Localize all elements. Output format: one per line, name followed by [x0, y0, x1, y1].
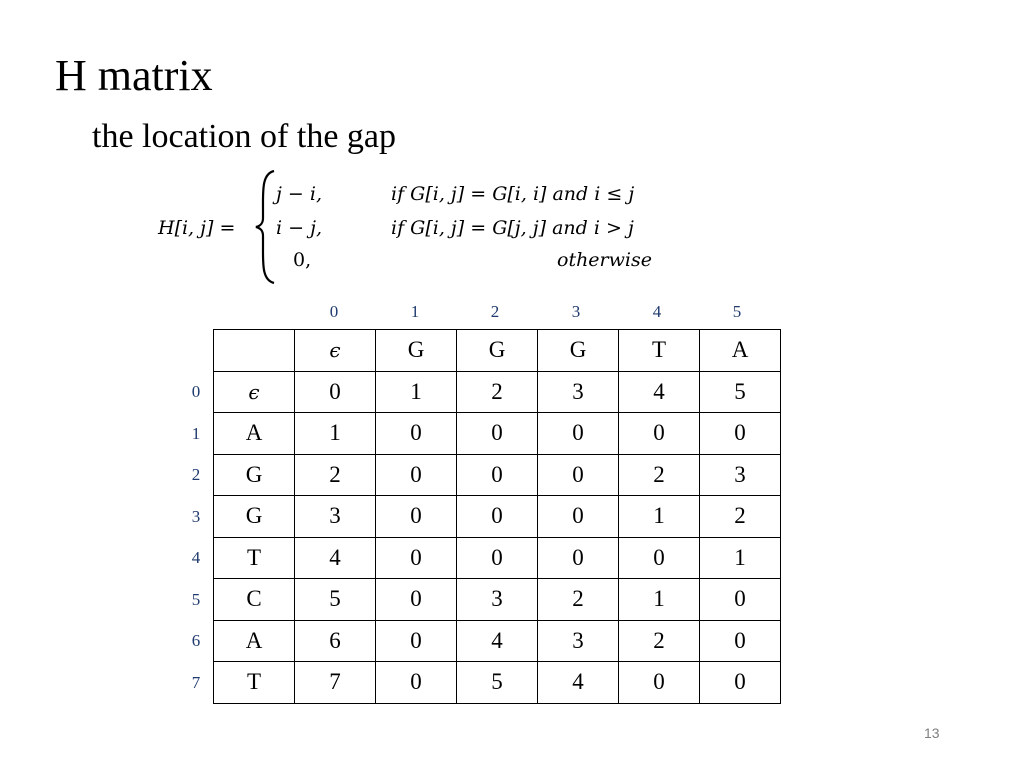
table-cell: 0: [619, 413, 700, 455]
case-1-expression: j − i,: [276, 183, 323, 205]
row-label-cell: G: [214, 496, 295, 538]
table-cell: 0: [700, 579, 781, 621]
table-cell: 0: [376, 496, 457, 538]
row-label-cell: T: [214, 662, 295, 704]
table-cell: 4: [457, 620, 538, 662]
table-cell: 0: [376, 454, 457, 496]
table-cell: 0: [619, 662, 700, 704]
header-cell: ϵ: [295, 330, 376, 372]
table-row: [214, 620, 781, 662]
corner-cell: [214, 330, 295, 372]
table-cell: 4: [295, 537, 376, 579]
table-row: [214, 371, 781, 413]
case-3-condition: otherwise: [557, 249, 652, 271]
column-index: 3: [571, 302, 581, 321]
row-label-cell: A: [214, 413, 295, 455]
table-cell: 0: [457, 454, 538, 496]
table-cell: 0: [538, 537, 619, 579]
table-cell: 0: [700, 413, 781, 455]
slide-title: H matrix: [55, 51, 213, 100]
table-cell: 2: [700, 496, 781, 538]
table-cell: 3: [538, 620, 619, 662]
row-label-cell: G: [214, 454, 295, 496]
case-1-condition: if G[i, j] = G[i, i] and i ≤ j: [391, 183, 635, 205]
row-index: 4: [191, 548, 201, 567]
header-cell: G: [457, 330, 538, 372]
h-matrix-table: [213, 329, 781, 704]
left-brace: [254, 168, 278, 286]
table-cell: 3: [295, 496, 376, 538]
table-cell: 0: [700, 620, 781, 662]
table-cell: 6: [295, 620, 376, 662]
row-index: 2: [191, 465, 201, 484]
table-cell: 2: [619, 454, 700, 496]
table-row: [214, 454, 781, 496]
table-cell: 0: [376, 620, 457, 662]
case-2-condition: if G[i, j] = G[j, j] and i > j: [391, 217, 634, 239]
table-header-row: [214, 330, 781, 372]
case-3-expression: 0,: [293, 249, 312, 271]
table-cell: 0: [538, 413, 619, 455]
page-number: 13: [924, 725, 940, 741]
table-row: [214, 662, 781, 704]
header-cell: A: [700, 330, 781, 372]
row-label-cell: A: [214, 620, 295, 662]
row-index: 3: [191, 507, 201, 526]
h-matrix-formula: [0, 0, 1024, 300]
formula-lhs: H[i, j] =: [158, 217, 236, 239]
table-cell: 4: [619, 371, 700, 413]
table-row: [214, 413, 781, 455]
table-cell: 3: [700, 454, 781, 496]
column-index: 1: [410, 302, 420, 321]
table-cell: 5: [700, 371, 781, 413]
table-cell: 1: [376, 371, 457, 413]
table-cell: 2: [295, 454, 376, 496]
row-label-cell: ϵ: [214, 371, 295, 413]
table-cell: 2: [619, 620, 700, 662]
column-index: 0: [329, 302, 339, 321]
table-cell: 2: [538, 579, 619, 621]
table-cell: 0: [538, 496, 619, 538]
table-row: [214, 496, 781, 538]
table-cell: 4: [538, 662, 619, 704]
row-index: 7: [191, 673, 201, 692]
table-cell: 0: [700, 662, 781, 704]
table-cell: 0: [619, 537, 700, 579]
row-index: 6: [191, 631, 201, 650]
table-cell: 0: [376, 579, 457, 621]
table-cell: 1: [619, 496, 700, 538]
row-label-cell: T: [214, 537, 295, 579]
table-cell: 1: [619, 579, 700, 621]
table-cell: 1: [700, 537, 781, 579]
table-row: [214, 579, 781, 621]
table-cell: 0: [376, 413, 457, 455]
header-cell: G: [376, 330, 457, 372]
table-cell: 2: [457, 371, 538, 413]
case-2-expression: i − j,: [276, 217, 323, 239]
table-cell: 5: [457, 662, 538, 704]
table-cell: 0: [538, 454, 619, 496]
column-index: 5: [732, 302, 742, 321]
row-index: 5: [191, 590, 201, 609]
table-cell: 1: [295, 413, 376, 455]
table-cell: 0: [457, 496, 538, 538]
table-cell: 0: [457, 413, 538, 455]
row-label-cell: C: [214, 579, 295, 621]
table-cell: 5: [295, 579, 376, 621]
table-row: [214, 537, 781, 579]
table-cell: 0: [457, 537, 538, 579]
table-cell: 0: [376, 662, 457, 704]
header-cell: T: [619, 330, 700, 372]
header-cell: G: [538, 330, 619, 372]
table-cell: 0: [295, 371, 376, 413]
table-cell: 3: [538, 371, 619, 413]
table-cell: 7: [295, 662, 376, 704]
table-cell: 0: [376, 537, 457, 579]
column-index: 4: [652, 302, 662, 321]
row-index: 1: [191, 424, 201, 443]
row-index: 0: [191, 382, 201, 401]
column-index: 2: [490, 302, 500, 321]
table-cell: 3: [457, 579, 538, 621]
slide-subtitle: the location of the gap: [92, 118, 397, 155]
